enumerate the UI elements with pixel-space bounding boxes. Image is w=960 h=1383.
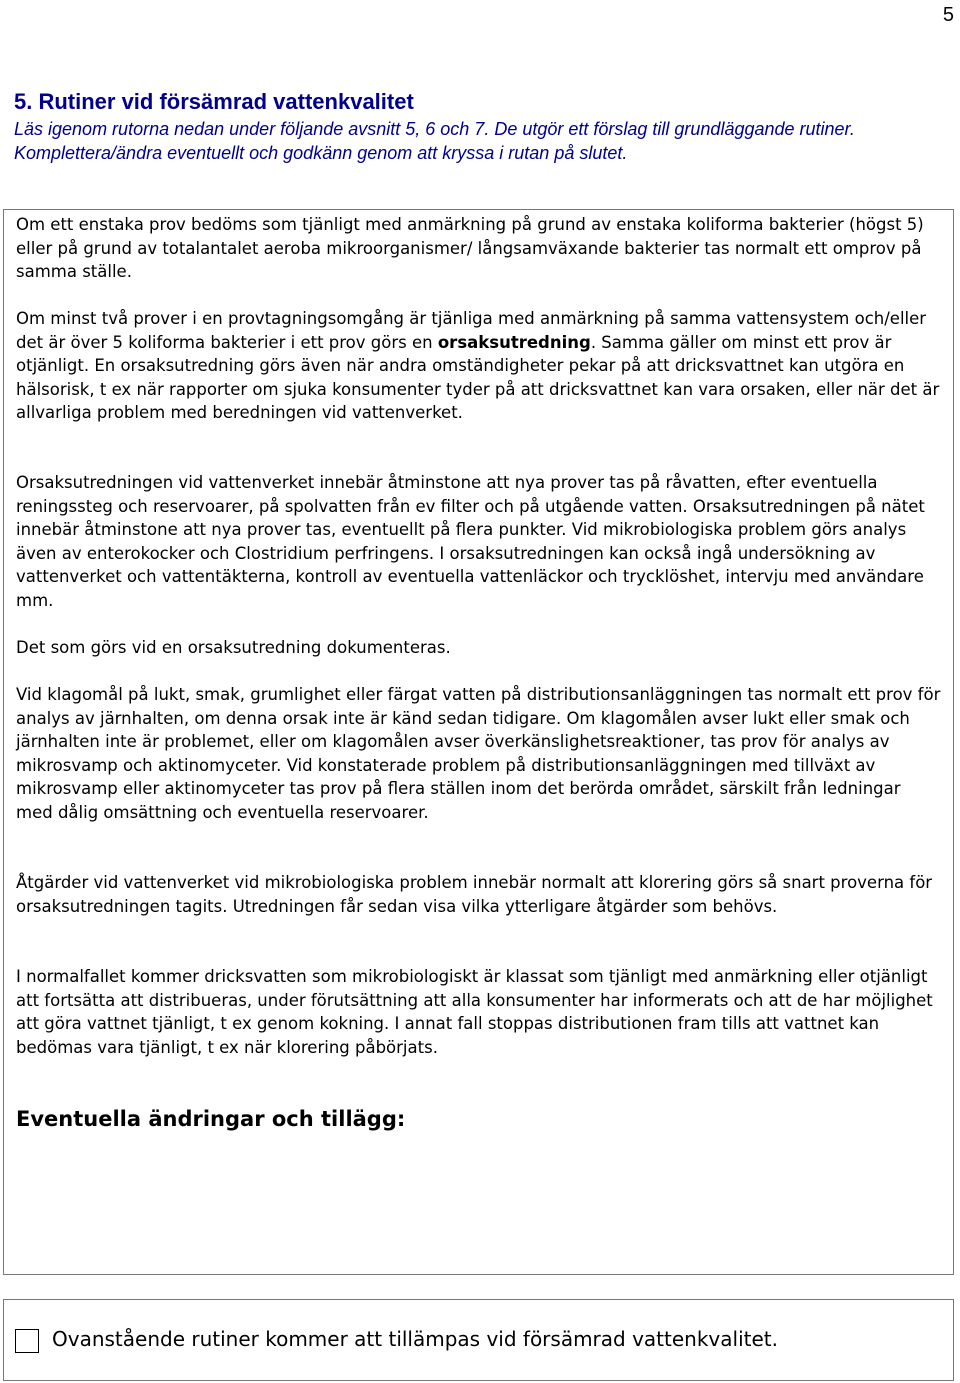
page-number: 5 xyxy=(942,4,954,26)
paragraph-distribution: I normalfallet kommer dricksvatten som mikrobiologiskt är klassat som tjänligt med anmärkning eller otjänligt att fortsätta att distribueras, under förutsättning att alla konsumenter har informerats och att de har möjlighet att göra vattnet tjänligt, t ex genom kokning. I annat fall stoppas distributionen fram tills att vattnet kan bedömas vara tjänligt, t ex när klorering påbörjats. xyxy=(16,967,933,1057)
paragraph-single-sample: Om ett enstaka prov bedöms som tjänligt med anmärkning på grund av enstaka koliforma bakterier (högst 5) eller på grund av totalantalet aeroba mikroorganismer/ långsamväxande bakterier tas normalt ett omprov på samma ställe. xyxy=(16,215,924,281)
routines-box xyxy=(3,209,954,1275)
instructions-text: Läs igenom rutorna nedan under följande avsnitt 5, 6 och 7. De utgör ett förslag till grundläggande rutiner. Komplettera/ändra eventuellt och godkänn genom att kryssa i rutan på slutet. xyxy=(14,119,855,163)
approval-label: Ovanstående rutiner kommer att tillämpas vid försämrad vattenkvalitet. xyxy=(52,1327,778,1351)
approval-checkbox[interactable] xyxy=(15,1329,39,1353)
section-heading: 5. Rutiner vid försämrad vattenkvalitet xyxy=(14,89,414,114)
bold-term: orsaksutredning xyxy=(437,332,591,352)
paragraph-investigation-scope: Orsaksutredningen vid vattenverket innebär åtminstone att nya prover tas på råvatten, efter eventuella reningssteg och reservoarer, på spolvatten från ev filter och på utgående vatten. Orsaksutredningen på nätet innebär åtminstone att nya prover tas, eventuellt på flera punkter. Vid mikrobiologiska problem görs analys även av enterokocker och Clostridium perfringens. I orsaksutredningen kan också ingå undersökning av vattenverket och vattentäkterna, kontroll av eventuella vattenläckor och trycklöshet, intervju med användare mm. xyxy=(16,473,925,610)
paragraph-text: . Samma gäller om minst ett prov är otjänligt. En orsaksutredning görs även när andra omständigheter pekar på att dricksvattnet kan utgöra en hälsorisk, t ex när rapporter om sjuka konsumenter tyder på att dricksvattnet kan vara orsaken, eller när det är allvarliga problem med beredningen vid vattenverket. xyxy=(16,332,940,422)
approval-box xyxy=(3,1299,954,1381)
paragraph-investigation-trigger xyxy=(16,307,941,425)
paragraph-measures: Åtgärder vid vattenverket vid mikrobiologiska problem innebär normalt att klorering görs så snart proverna för orsaksutredningen tagits. Utredningen får sedan visa vilka ytterligare åtgärder som behövs. xyxy=(16,873,933,916)
paragraph-documentation: Det som görs vid en orsaksutredning dokumenteras. xyxy=(16,638,451,657)
paragraph-complaints: Vid klagomål på lukt, smak, grumlighet eller färgat vatten på distributionsanläggningen tas normalt ett prov för analys av järnhalten, om denna orsak inte är känd sedan tidigare. Om klagomålen avser lukt eller smak och järnhalten inte är problemet, eller om klagomålen avser överkänslighetsreaktioner, tas prov för analys av mikrosvamp och aktinomyceter. Vid konstaterade problem på distributionsanläggningen med tillväxt av mikrosvamp eller aktinomyceter tas prov på flera ställen inom det berörda området, särskilt från ledningar med dålig omsättning och eventuella reservoarer. xyxy=(16,685,941,822)
changes-title: Eventuella ändringar och tillägg: xyxy=(16,1107,406,1131)
paragraph-text: Om minst två prover i en provtagningsomgång är tjänliga med anmärkning på samma vattensystem och/eller det är över 5 koliforma bakterier i ett prov görs en xyxy=(16,309,927,352)
